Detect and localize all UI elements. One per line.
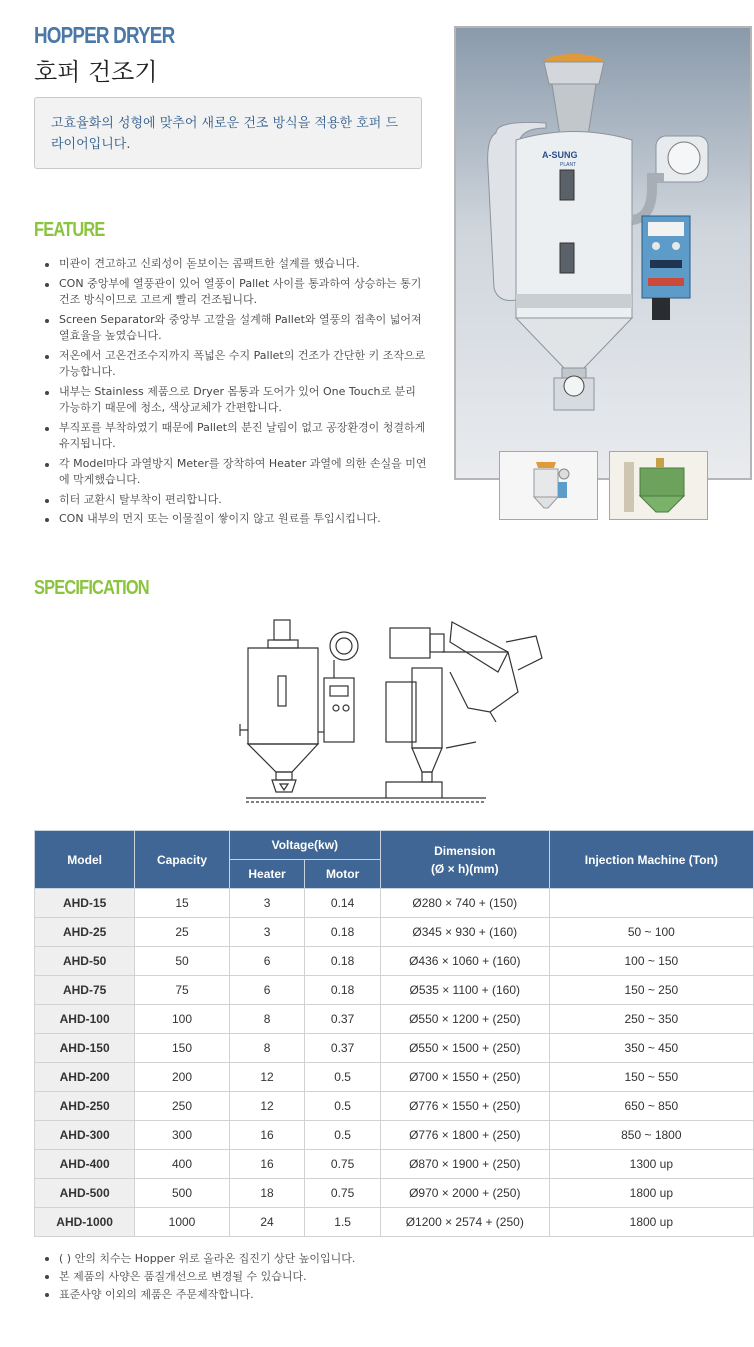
specification-table-body: [35, 889, 754, 1237]
feature-item: 미관이 견고하고 신뢰성이 돋보이는 콤팩트한 설계를 했습니다.: [34, 256, 429, 273]
feature-title: FEATURE: [34, 219, 105, 241]
table-row: [35, 1179, 754, 1208]
table-row: [35, 918, 754, 947]
cell-dimension: Ø870 × 1900 + (250): [380, 1150, 549, 1179]
feature-item: CON 내부의 먼지 또는 이물질이 쌓이지 않고 원료를 투입시킵니다.: [34, 511, 429, 528]
table-row: [35, 1150, 754, 1179]
cell-capacity: 500: [135, 1179, 230, 1208]
cell-capacity: 75: [135, 976, 230, 1005]
cell-capacity: 400: [135, 1150, 230, 1179]
technical-drawing: [236, 612, 548, 812]
cell-motor: 0.5: [305, 1063, 381, 1092]
cell-injection: 100 ~ 150: [549, 947, 753, 976]
intro-text: 고효율화의 성형에 맞추어 새로운 건조 방식을 적용한 호퍼 드라이어입니다.: [51, 116, 399, 152]
cell-dimension: Ø1200 × 2574 + (250): [380, 1208, 549, 1237]
cell-motor: 0.14: [305, 889, 381, 918]
header-model: Model: [35, 831, 135, 889]
cell-heater: 8: [229, 1005, 305, 1034]
header-heater: Heater: [229, 860, 305, 889]
product-photo: [454, 26, 752, 480]
feature-item: Screen Separator와 중앙부 고깔을 설계해 Pallet와 열풍의 접촉이 넓어져 열효율을 높였습니다.: [34, 312, 429, 345]
cell-model: AHD-400: [35, 1150, 135, 1179]
feature-item: 히터 교환시 탈부착이 편리합니다.: [34, 492, 429, 509]
header-injection: Injection Machine (Ton): [549, 831, 753, 889]
header-motor: Motor: [305, 860, 381, 889]
product-thumbnail-1[interactable]: [499, 451, 598, 520]
table-row: [35, 1034, 754, 1063]
cell-capacity: 100: [135, 1005, 230, 1034]
cell-capacity: 50: [135, 947, 230, 976]
cell-injection: 250 ~ 350: [549, 1005, 753, 1034]
brand-label: A-SUNG: [542, 150, 578, 160]
feature-item: 저온에서 고온건조수지까지 폭넓은 수지 Pallet의 건조가 간단한 키 조작으로 가능합니다.: [34, 348, 429, 381]
cell-dimension: Ø776 × 1800 + (250): [380, 1121, 549, 1150]
cell-model: AHD-300: [35, 1121, 135, 1150]
cell-injection: 1800 up: [549, 1208, 753, 1237]
note-item: ( ) 안의 치수는 Hopper 위로 올라온 집진기 상단 높이입니다.: [34, 1250, 355, 1268]
note-item: 본 제품의 사양은 품질개선으로 변경될 수 있습니다.: [34, 1268, 355, 1286]
cell-model: AHD-15: [35, 889, 135, 918]
cell-model: AHD-100: [35, 1005, 135, 1034]
cell-motor: 0.18: [305, 976, 381, 1005]
specification-table: [34, 830, 754, 1237]
cell-dimension: Ø700 × 1550 + (250): [380, 1063, 549, 1092]
page-title-en: HOPPER DRYER: [34, 22, 175, 48]
cell-injection: 150 ~ 550: [549, 1063, 753, 1092]
cell-dimension: Ø535 × 1100 + (160): [380, 976, 549, 1005]
cell-motor: 0.5: [305, 1121, 381, 1150]
cell-motor: 0.5: [305, 1092, 381, 1121]
cell-heater: 3: [229, 889, 305, 918]
cell-heater: 6: [229, 947, 305, 976]
cell-dimension: Ø550 × 1500 + (250): [380, 1034, 549, 1063]
cell-heater: 18: [229, 1179, 305, 1208]
feature-list: [34, 256, 429, 531]
cell-model: AHD-200: [35, 1063, 135, 1092]
cell-heater: 12: [229, 1063, 305, 1092]
cell-model: AHD-50: [35, 947, 135, 976]
feature-item: CON 중앙부에 열풍관이 있어 열풍이 Pallet 사이를 통과하여 상승하는 통기건조 방식이므로 고르게 빨리 건조됩니다.: [34, 276, 429, 309]
table-row: [35, 889, 754, 918]
table-row: [35, 947, 754, 976]
cell-injection: 150 ~ 250: [549, 976, 753, 1005]
feature-item: 내부는 Stainless 제품으로 Dryer 몸통과 도어가 있어 One Touch로 분리 가능하기 때문에 청소, 색상교체가 간편합니다.: [34, 384, 429, 417]
cell-motor: 0.37: [305, 1034, 381, 1063]
page-title-ko: 호퍼 건조기: [34, 58, 158, 86]
intro-box: [34, 97, 422, 169]
thumbnail-factory-icon: [610, 452, 707, 519]
header-dimension: [380, 831, 549, 889]
header-capacity: Capacity: [135, 831, 230, 889]
cell-heater: 24: [229, 1208, 305, 1237]
cell-motor: 0.18: [305, 918, 381, 947]
cell-model: AHD-150: [35, 1034, 135, 1063]
cell-injection: 850 ~ 1800: [549, 1121, 753, 1150]
dryer-schematic: [236, 612, 548, 812]
cell-capacity: 200: [135, 1063, 230, 1092]
cell-model: AHD-75: [35, 976, 135, 1005]
feature-item: 각 Model마다 과열방지 Meter를 장착하여 Heater 과열에 의한 손실을 미연에 막게했습니다.: [34, 456, 429, 489]
table-row: [35, 1208, 754, 1237]
cell-dimension: Ø280 × 740 + (150): [380, 889, 549, 918]
cell-heater: 3: [229, 918, 305, 947]
product-thumbnail-2[interactable]: [609, 451, 708, 520]
cell-injection: 50 ~ 100: [549, 918, 753, 947]
cell-model: AHD-500: [35, 1179, 135, 1208]
cell-dimension: Ø970 × 2000 + (250): [380, 1179, 549, 1208]
cell-motor: 1.5: [305, 1208, 381, 1237]
cell-model: AHD-250: [35, 1092, 135, 1121]
cell-capacity: 150: [135, 1034, 230, 1063]
brand-sub-label: PLANT: [560, 162, 577, 168]
cell-heater: 16: [229, 1150, 305, 1179]
cell-injection: 1800 up: [549, 1179, 753, 1208]
table-row: [35, 1063, 754, 1092]
cell-dimension: Ø550 × 1200 + (250): [380, 1005, 549, 1034]
cell-injection: 650 ~ 850: [549, 1092, 753, 1121]
cell-model: AHD-1000: [35, 1208, 135, 1237]
cell-dimension: Ø776 × 1550 + (250): [380, 1092, 549, 1121]
hopper-dryer-illustration: [456, 28, 750, 478]
header-dimension-label: Dimension: [434, 843, 496, 858]
cell-motor: 0.18: [305, 947, 381, 976]
feature-item: 부직포를 부착하였기 때문에 Pallet의 분진 날림이 없고 공장환경이 청결하게 유지됩니다.: [34, 420, 429, 453]
cell-heater: 16: [229, 1121, 305, 1150]
cell-dimension: Ø436 × 1060 + (160): [380, 947, 549, 976]
cell-model: AHD-25: [35, 918, 135, 947]
cell-heater: 12: [229, 1092, 305, 1121]
cell-capacity: 25: [135, 918, 230, 947]
cell-motor: 0.37: [305, 1005, 381, 1034]
table-row: [35, 1121, 754, 1150]
cell-dimension: Ø345 × 930 + (160): [380, 918, 549, 947]
cell-motor: 0.75: [305, 1179, 381, 1208]
specification-title: SPECIFICATION: [34, 577, 149, 599]
cell-capacity: 15: [135, 889, 230, 918]
table-row: [35, 1005, 754, 1034]
cell-capacity: 1000: [135, 1208, 230, 1237]
table-row: [35, 1092, 754, 1121]
cell-injection: 1300 up: [549, 1150, 753, 1179]
table-row: [35, 976, 754, 1005]
cell-heater: 6: [229, 976, 305, 1005]
header-dimension-unit: (Ø × h)(mm): [430, 861, 499, 876]
cell-injection: 350 ~ 450: [549, 1034, 753, 1063]
header-voltage: Voltage(kw): [229, 831, 380, 860]
notes-list: [34, 1250, 355, 1304]
note-item: 표준사양 이외의 제품은 주문제작합니다.: [34, 1286, 355, 1304]
cell-capacity: 250: [135, 1092, 230, 1121]
cell-capacity: 300: [135, 1121, 230, 1150]
cell-motor: 0.75: [305, 1150, 381, 1179]
cell-injection: [549, 889, 753, 918]
thumbnail-dryer-icon: [500, 452, 597, 519]
cell-heater: 8: [229, 1034, 305, 1063]
